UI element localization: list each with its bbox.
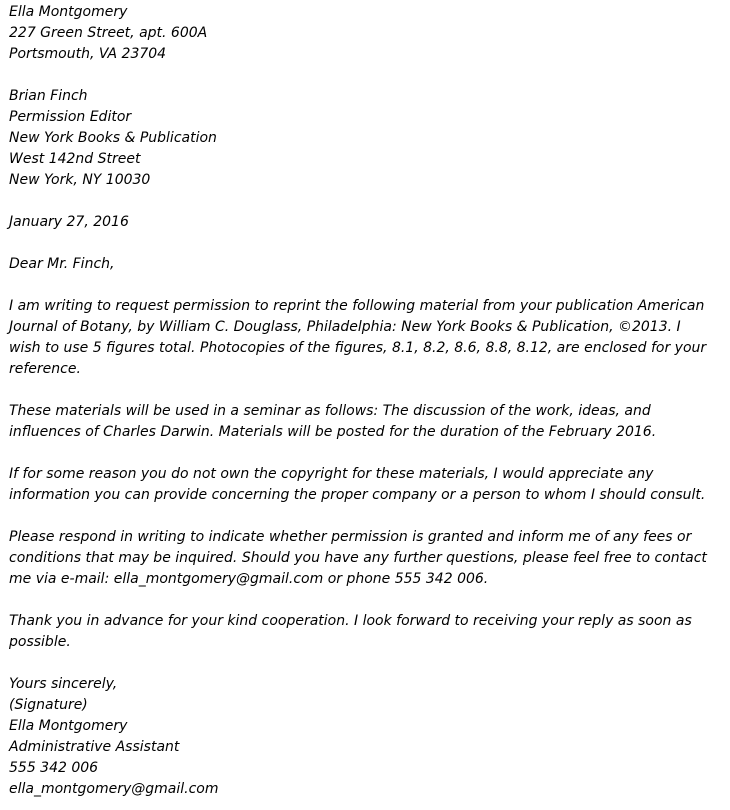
closing-phone: 555 342 006 — [9, 760, 99, 776]
spacer — [9, 380, 721, 401]
body-paragraph-request — [9, 296, 721, 380]
sender-block — [9, 2, 721, 65]
body-paragraph-copyright — [9, 464, 721, 506]
spacer — [9, 233, 721, 254]
spacer — [9, 65, 721, 86]
closing-email: ella_montgomery@gmail.com — [9, 781, 219, 797]
closing-title: Administrative Assistant — [9, 739, 180, 755]
body-line: influences of Charles Darwin. Materials will be posted for the duration of the February 2016. — [9, 424, 657, 440]
body-paragraph-respond — [9, 527, 721, 590]
sender-name: Ella Montgomery — [9, 4, 128, 20]
body-line: If for some reason you do not own the copyright for these materials, I would appreciate any — [9, 466, 654, 482]
body-line: Thank you in advance for your kind cooperation. I look forward to receiving your reply as soon as — [9, 613, 692, 629]
spacer — [9, 590, 721, 611]
recipient-company: New York Books & Publication — [9, 130, 217, 146]
spacer — [9, 506, 721, 527]
body-line: me via e-mail: ella_montgomery@gmail.com or phone 555 342 006. — [9, 571, 489, 587]
body-line: These materials will be used in a seminar as follows: The discussion of the work, ideas, and — [9, 403, 651, 419]
recipient-city: New York, NY 10030 — [9, 172, 151, 188]
spacer — [9, 275, 721, 296]
recipient-title: Permission Editor — [9, 109, 132, 125]
signature-placeholder: (Signature) — [9, 697, 88, 713]
valediction: Yours sincerely, — [9, 676, 118, 692]
salutation: Dear Mr. Finch, — [9, 256, 115, 272]
closing-name: Ella Montgomery — [9, 718, 128, 734]
closing-block — [9, 674, 721, 800]
letter-date: January 27, 2016 — [9, 214, 129, 230]
body-line: wish to use 5 figures total. Photocopies of the figures, 8.1, 8.2, 8.6, 8.8, 8.12, are enclosed for your — [9, 340, 707, 356]
body-line: I am writing to request permission to reprint the following material from your publication American — [9, 298, 705, 314]
sender-city: Portsmouth, VA 23704 — [9, 46, 167, 62]
body-paragraph-usage — [9, 401, 721, 443]
spacer — [9, 191, 721, 212]
body-paragraph-thanks — [9, 611, 721, 653]
sender-street: 227 Green Street, apt. 600A — [9, 25, 208, 41]
spacer — [9, 653, 721, 674]
recipient-block — [9, 86, 721, 191]
body-line: information you can provide concerning the proper company or a person to whom I should consult. — [9, 487, 706, 503]
letter — [9, 2, 721, 800]
body-line: possible. — [9, 634, 71, 650]
recipient-name: Brian Finch — [9, 88, 88, 104]
body-line: reference. — [9, 361, 81, 377]
body-line: Journal of Botany, by William C. Douglass, Philadelphia: New York Books & Publication, ©2013. I — [9, 319, 681, 335]
body-line: conditions that may be inquired. Should you have any further questions, please feel free to contact — [9, 550, 707, 566]
body-line: Please respond in writing to indicate whether permission is granted and inform me of any fees or — [9, 529, 692, 545]
recipient-street: West 142nd Street — [9, 151, 141, 167]
spacer — [9, 443, 721, 464]
